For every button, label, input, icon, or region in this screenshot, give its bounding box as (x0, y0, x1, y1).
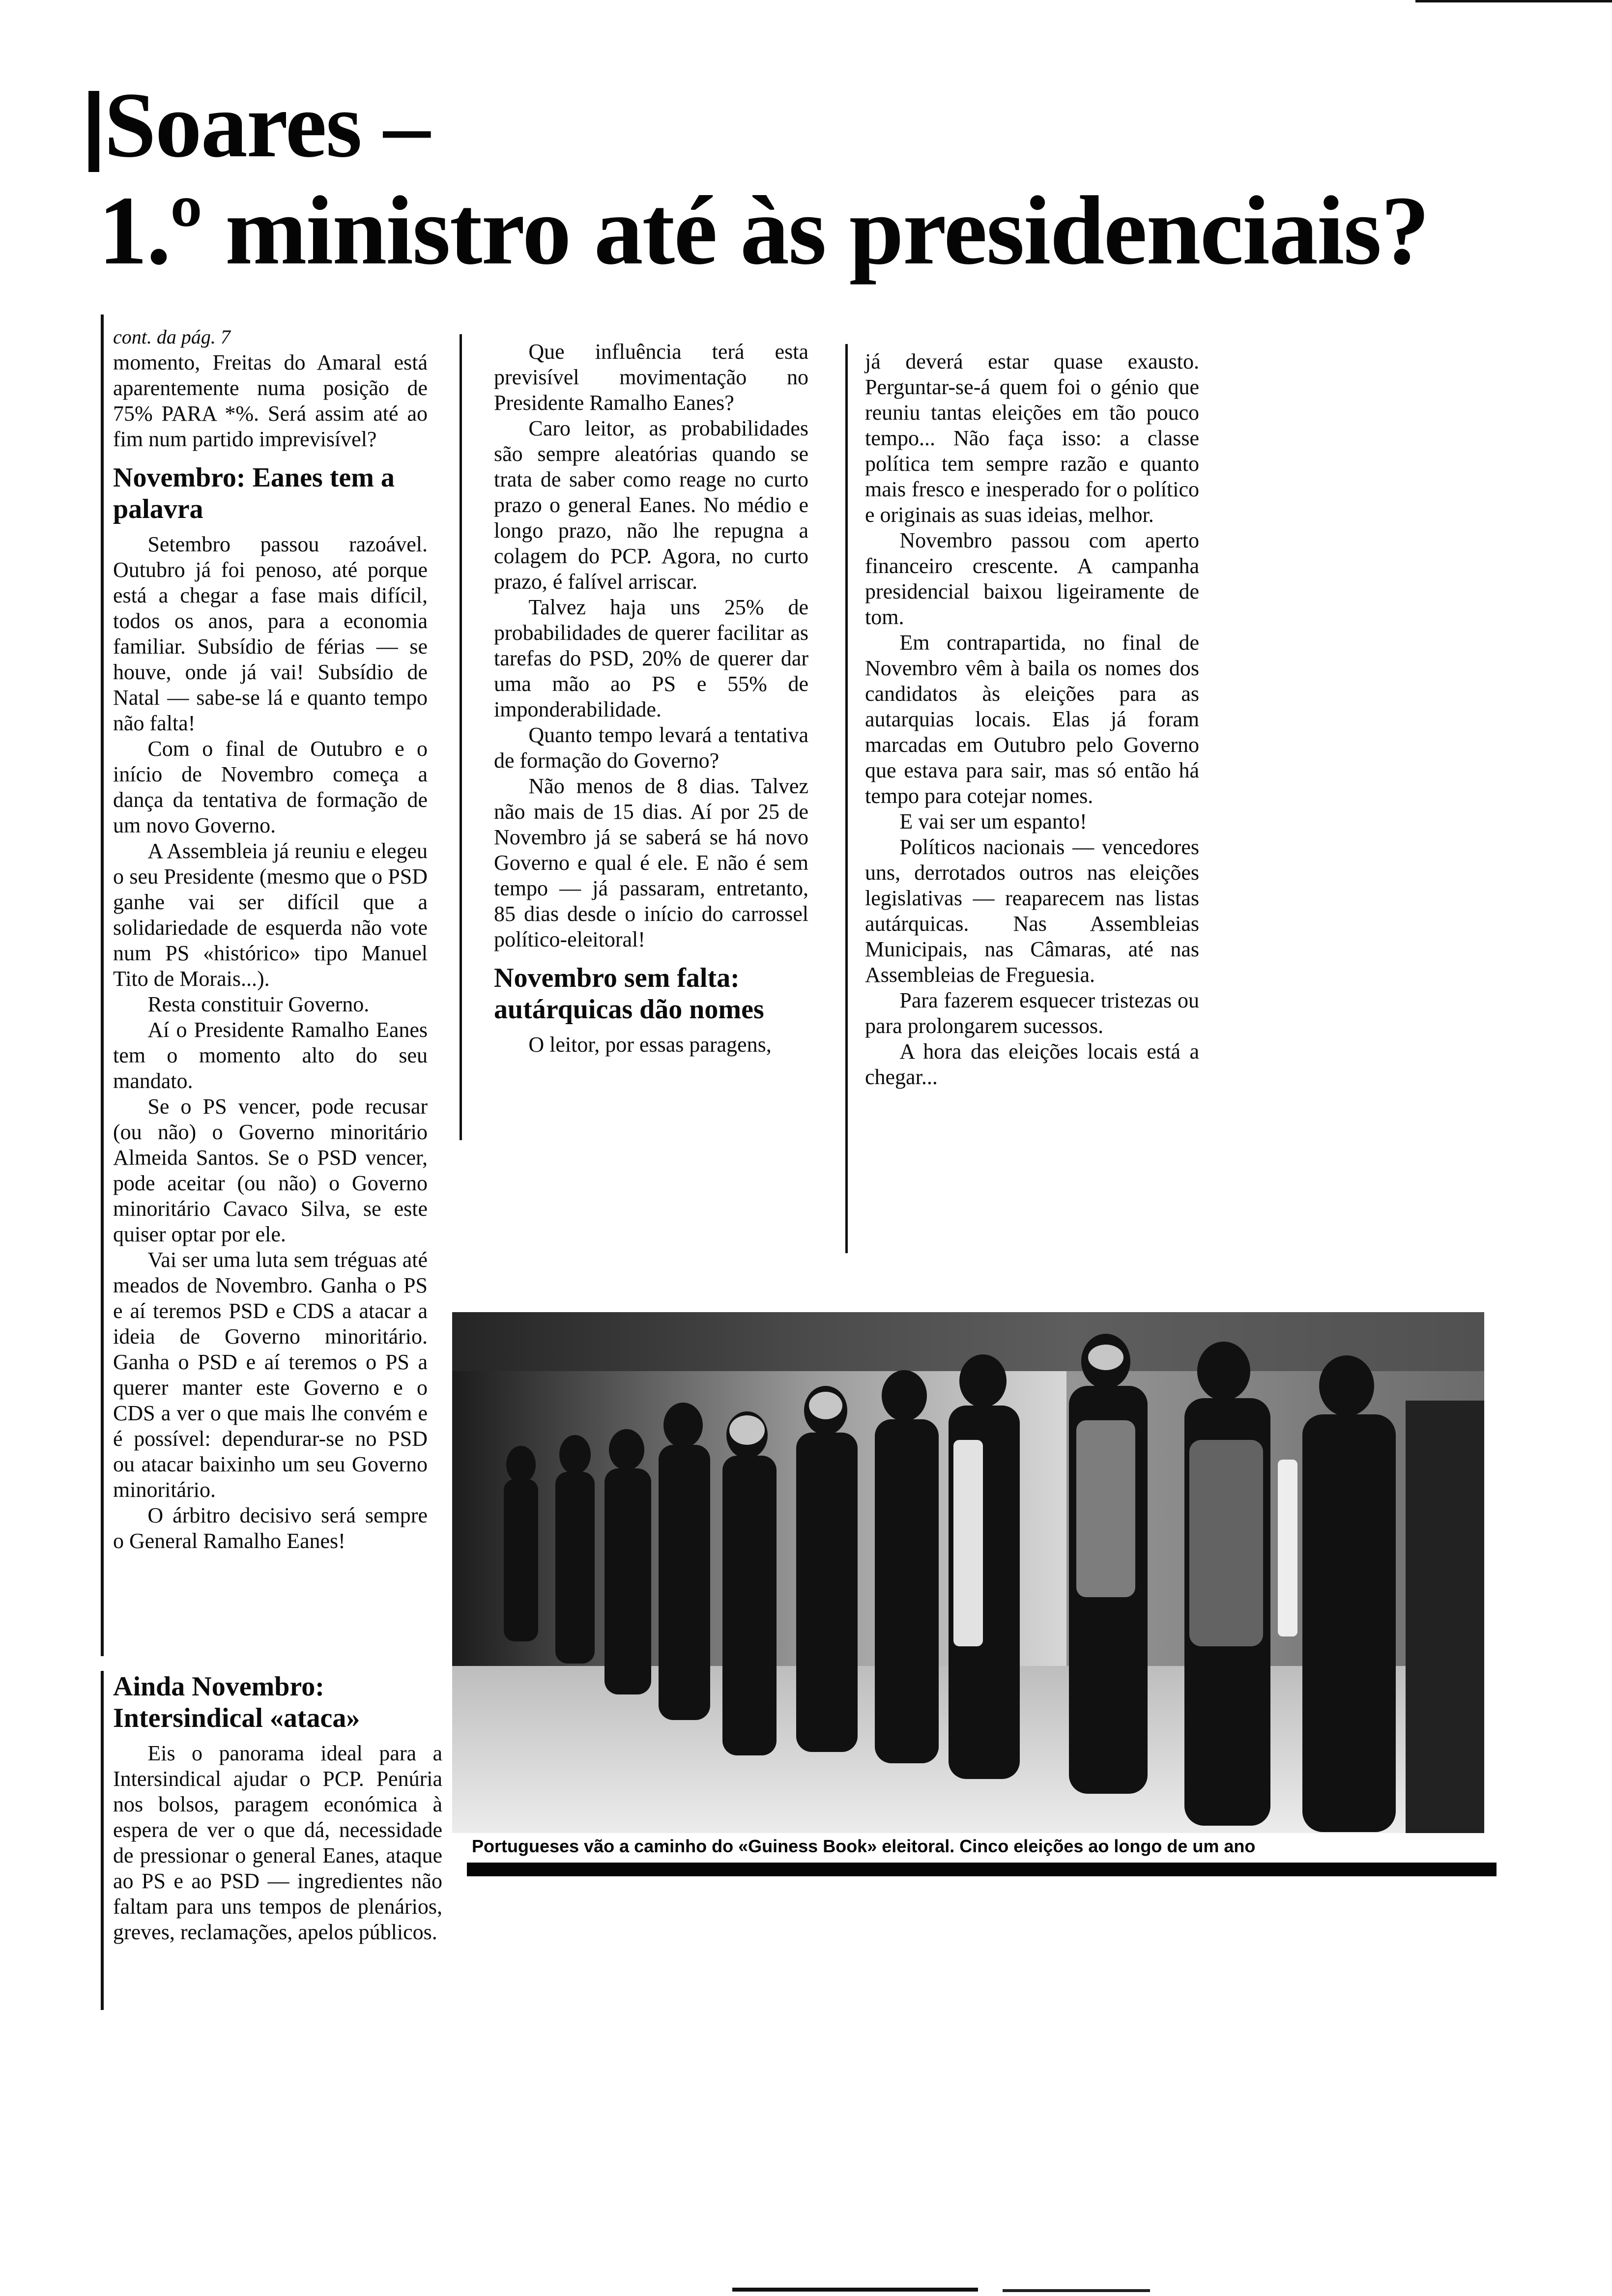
column1-paragraph: Resta constituir Governo. (147, 992, 370, 1016)
news-photo (452, 1312, 1484, 1833)
column1-paragraph: A Assembleia já reuniu e elegeu o seu Presidente (mesmo que o PSD ganhe vai ser difícil que a solidariedade de esquerda não vote num PS «histórico» tipo Manuel Tito de Morais...). (113, 839, 428, 991)
photo-caption: Portugueses vão a caminho do «Guiness Book» eleitoral. Cinco eleições ao longo de um ano (472, 1836, 1256, 1856)
column2-paragraph: O leitor, por essas paragens, (528, 1033, 772, 1057)
column3-paragraph: A hora das eleições locais está a chegar... (865, 1039, 1199, 1089)
column2-paragraph: Que influência terá esta previsível movimentação no Presidente Ramalho Eanes? (494, 340, 808, 415)
headline-line1-text: Soares – (104, 74, 430, 177)
column2-paragraph: Não menos de 8 dias. Talvez não mais de 15 dias. Aí por 25 de Novembro já se saberá se há novo Governo e qual é ele. E não é sem tempo — já passaram, entretanto, 85 dias desde o início do carrossel político-eleitoral! (494, 774, 808, 951)
column1-paragraph: Setembro passou razoável. Outubro já foi penoso, até porque está a chegar a fase mais difícil, todos os anos, para a economia familiar. Subsídio de férias — se houve, onde já vai! Subsídio de Natal — sabe-se lá e quanto tempo não falta! (113, 532, 428, 735)
subheading-intersindical: Ainda Novembro: Intersindical «ataca» (113, 1671, 360, 1733)
headline-bar (88, 91, 99, 172)
column3-left-rule (845, 344, 848, 1253)
column3-paragraph: Em contrapartida, no final de Novembro vêm à baila os nomes dos candidatos às eleições para as autarquias locais. Elas já foram marcadas em Outubro pelo Governo que estava para sair, mas só então há tempo para cotejar nomes. (865, 631, 1199, 808)
column3-paragraph: Para fazerem esquecer tristezas ou para prolongarem sucessos. (865, 988, 1199, 1038)
bottom-rule-2 (1003, 2289, 1150, 2292)
bottom-rule (732, 2288, 978, 2292)
photo-illustration (452, 1312, 1484, 1833)
headline-line1 (88, 74, 430, 177)
column1-paragraph: Vai ser uma luta sem tréguas até meados de Novembro. Ganha o PS e aí teremos PSD e CDS a atacar a ideia de Governo minoritário. Ganha o PSD e aí teremos o PS a querer manter este Governo e o CDS a ver o que mais lhe convém e é possível: dependurar-se no PSD ou atacar baixinho um seu Governo minoritário. (113, 1248, 428, 1502)
column1-paragraph: O árbitro decisivo será sempre o General Ramalho Eanes! (113, 1503, 428, 1553)
column1-left-rule (101, 315, 104, 1656)
column1-paragraph: Se o PS vencer, pode recusar (ou não) o Governo minoritário Almeida Santos. Se o PSD vencer, pode aceitar (ou não) o Governo minoritário Cavaco Silva, se este quiser optar por ele. (113, 1094, 428, 1246)
column2-paragraph: Quanto tempo levará a tentativa de formação do Governo? (494, 723, 808, 773)
column1b-left-rule (101, 1671, 104, 2010)
subheading-autarquicas: Novembro sem falta: autárquicas dão nomes (494, 963, 764, 1025)
column2-left-rule (460, 334, 462, 1140)
column3-paragraph: Novembro passou com aperto financeiro crescente. A campanha presidencial baixou ligeiramente de tom. (865, 528, 1199, 629)
column3-paragraph: E vai ser um espanto! (899, 809, 1087, 833)
column-1 (113, 324, 428, 1554)
column-2 (494, 339, 808, 1058)
caption-rule (467, 1863, 1497, 1876)
column1-paragraph: Eis o panorama ideal para a Intersindical ajudar o PCP. Penúria nos bolsos, paragem económica à espera de ver o que dá, necessidade de pressionar o general Eanes, ataque ao PS e ao PSD — ingredientes não faltam para uns tempos de plenários, greves, reclamações, apelos públicos. (113, 1741, 442, 1944)
column2-paragraph: Caro leitor, as probabilidades são sempre aleatórias quando se trata de saber como reage no curto prazo o general Eanes. No médio e longo prazo, não lhe repugna a colagem do PCP. Agora, no curto prazo, é falível arriscar. (494, 416, 808, 594)
column-1-bottom (113, 1661, 442, 1945)
column1-paragraph: Aí o Presidente Ramalho Eanes tem o momento alto do seu mandato. (113, 1018, 428, 1093)
column1-paragraph: Com o final de Outubro e o início de Novembro começa a dança da tentativa de formação de um novo Governo. (113, 737, 428, 837)
column3-paragraph: Políticos nacionais — vencedores uns, derrotados outros nas eleições legislativas — reaparecem nas listas autárquicas. Nas Assembleias Municipais, nas Câmaras, até nas Assembleias de Freguesia. (865, 835, 1199, 987)
column-3 (865, 349, 1199, 1090)
column2-paragraph: Talvez haja uns 25% de probabilidades de querer facilitar as tarefas do PSD, 20% de querer dar uma mão ao PS e 55% de imponderabilidade. (494, 595, 808, 721)
subheading-eanes-palavra: Novembro: Eanes tem a palavra (113, 462, 395, 524)
column3-paragraph: já deverá estar quase exausto. Perguntar-se-á quem foi o génio que reuniu tantas eleições em tão pouco tempo... Não faça isso: a classe política tem sempre razão e quanto mais fresco e inesperado for o político e originais as suas ideias, melhor. (865, 349, 1199, 527)
top-rule (1415, 0, 1612, 2)
column1-intro: momento, Freitas do Amaral está aparentemente numa posição de 75% PARA *%. Será assim até ao fim num partido imprevisível? (113, 350, 428, 451)
headline-line2: 1.º ministro até às presidenciais? (98, 176, 1429, 285)
continuation-note: cont. da pág. 7 (113, 326, 230, 348)
